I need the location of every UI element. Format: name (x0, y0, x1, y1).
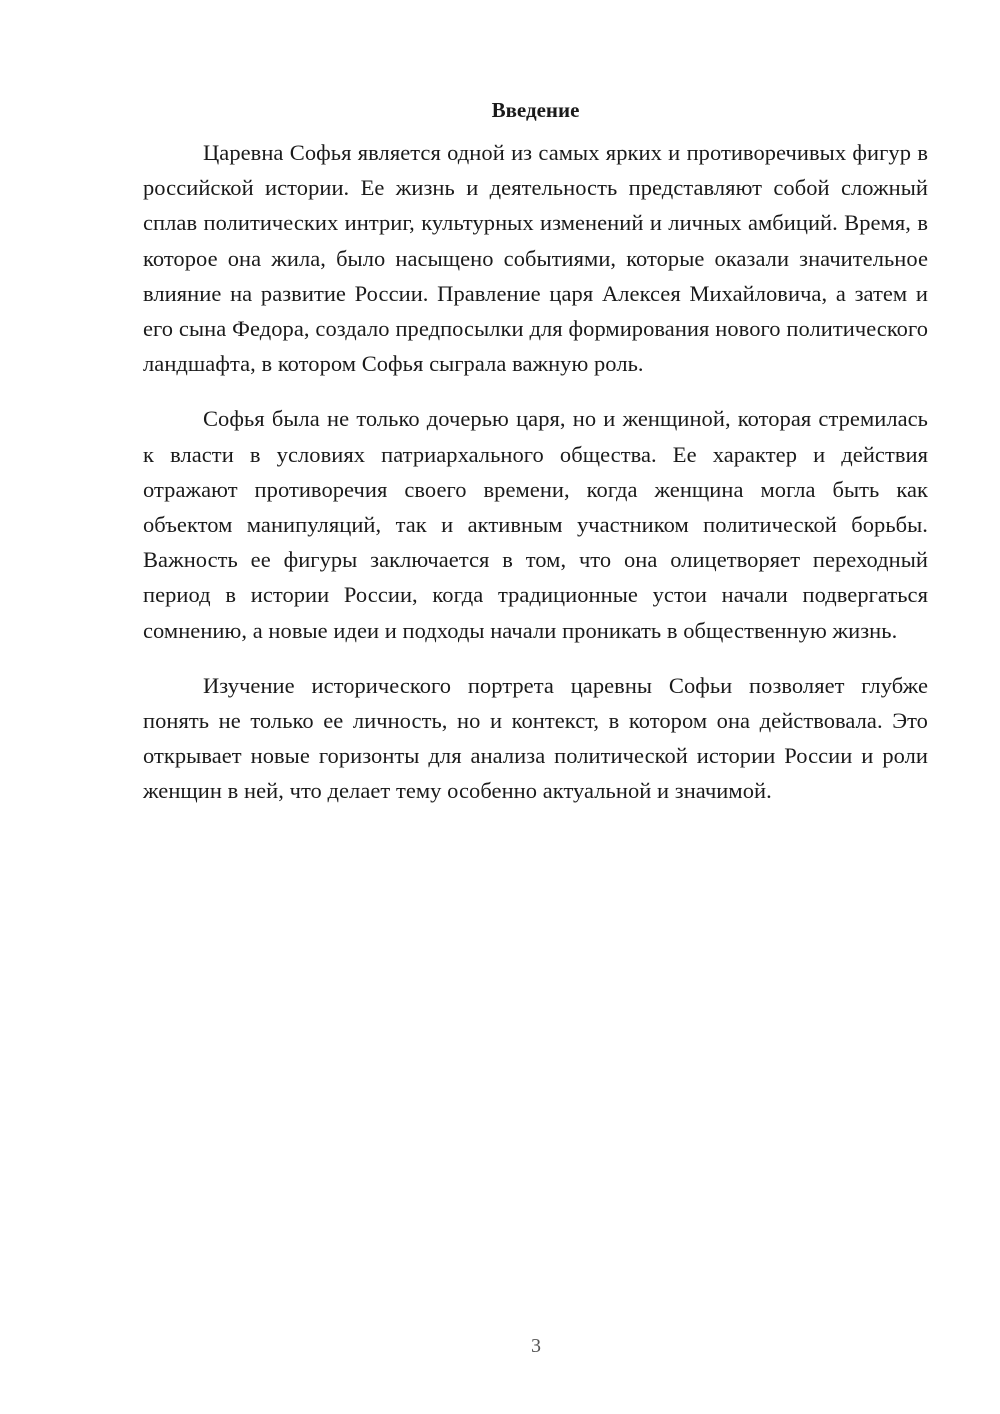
document-page (143, 95, 928, 829)
paragraph-2: Софья была не только дочерью царя, но и женщиной, которая стремилась к власти в условиях патриархального общества. Ее характер и действия отражают противоречия своего времени, когда женщина могла быть как объектом манипуляций, так и активным участником политической борьбы. Важность ее фигуры заключается в том, что она олицетворяет переходный период в истории России, когда традиционные устои начали подвергаться сомнению, а новые идеи и подходы начали проникать в общественную жизнь. (143, 406, 928, 643)
section-heading: Введение (491, 98, 580, 122)
page-number: 3 (531, 1335, 541, 1357)
paragraph-3: Изучение исторического портрета царевны Софьи позволяет глубже понять не только ее личность, но и контекст, в котором она действовала. Это открывает новые горизонты для анализа политической истории России и роли женщин в ней, что делает тему особенно актуальной и значимой. (143, 672, 928, 804)
paragraph-1: Царевна Софья является одной из самых ярких и противоречивых фигур в российской истории. Ее жизнь и деятельность представляют собой сложный сплав политических интриг, культурных изменений и личных амбиций. Время, в которое она жила, было насыщено событиями, которые оказали значительное влияние на развитие России. Правление царя Алексея Михайловича, а затем и его сына Федора, создало предпосылки для формирования нового политического ландшафта, в котором Софья сыграла важную роль. (143, 140, 928, 377)
